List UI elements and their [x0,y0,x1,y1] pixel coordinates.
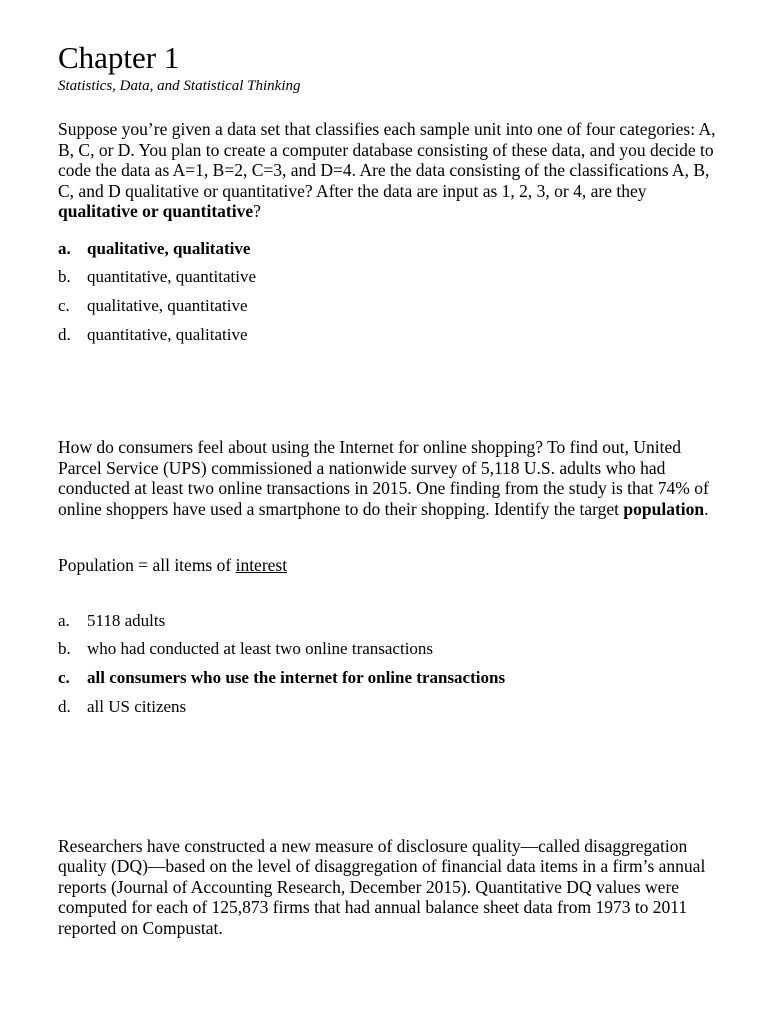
question-2-text [58,437,718,519]
option-letter: a. [58,238,71,258]
question-1-end: ? [253,201,261,221]
question-1-emphasis: qualitative or quantitative [58,201,254,221]
option-letter: b. [58,267,71,287]
option-letter: c. [58,295,70,315]
option-letter: d. [58,324,71,344]
question-2-option-d [58,697,718,726]
option-letter: c. [58,668,70,688]
question-1-option-d [58,325,718,354]
option-letter: d. [58,696,71,716]
question-2-option-b [58,639,718,668]
question-1-body: Suppose you’re given a data set that classifies each sample unit into one of four categories: A, B, C, or D. You plan to create a computer database consisting of these data, and you decide to code the data as A=1, B=2, C=3, and D=4. Are the data consisting of the classifications A, B, C, and D qualitative or quantitative? After the data are input as 1, 2, 3, or 4, are they [58,119,716,201]
option-letter: b. [58,639,71,659]
question-1-option-a [58,239,718,268]
option-text: all consumers who use the internet for online transactions [87,668,506,688]
option-text: 5118 adults [87,610,166,630]
question-1-option-b [58,267,718,296]
question-2-options [58,611,718,726]
option-text: quantitative, qualitative [87,324,248,344]
option-text: all US citizens [87,696,187,716]
question-2-end: . [704,498,709,519]
question-1-options [58,239,718,354]
population-note-prefix: Population = all items of [58,555,236,576]
population-note-underlined: interest [235,555,288,576]
chapter-subtitle: Statistics, Data, and Statistical Thinking [58,78,301,94]
option-letter: a. [58,610,70,630]
question-2-option-c [58,668,718,697]
option-text: qualitative, quantitative [87,295,248,315]
question-1-option-c [58,296,718,325]
option-text: qualitative, qualitative [87,238,251,258]
document-page [58,40,718,938]
option-text: who had conducted at least two online transactions [87,639,434,659]
population-note [58,555,718,576]
chapter-title: Chapter 1 [58,40,180,75]
question-2-option-a [58,611,718,640]
question-3-text: Researchers have constructed a new measure of disclosure quality—called disaggregation quality (DQ)—based on the level of disaggregation of financial data items in a firm’s annual reports (Journal of Accounting Research, December 2015). Quantitative DQ values were computed for each of 125,873 firms that had annual balance sheet data from 1973 to 2011 reported on Compustat. [58,835,706,938]
question-1-text [58,119,718,222]
question-2-emphasis: population [623,498,705,519]
option-text: quantitative, quantitative [87,267,257,287]
question-2-body: How do consumers feel about using the Internet for online shopping? To find out, United Parcel Service (UPS) commissioned a nationwide survey of 5,118 U.S. adults who had conducted at least two online transactions in 2015. One finding from the study is that 74% of online shoppers have used a smartphone to do their shopping. Identify the target [58,437,709,519]
